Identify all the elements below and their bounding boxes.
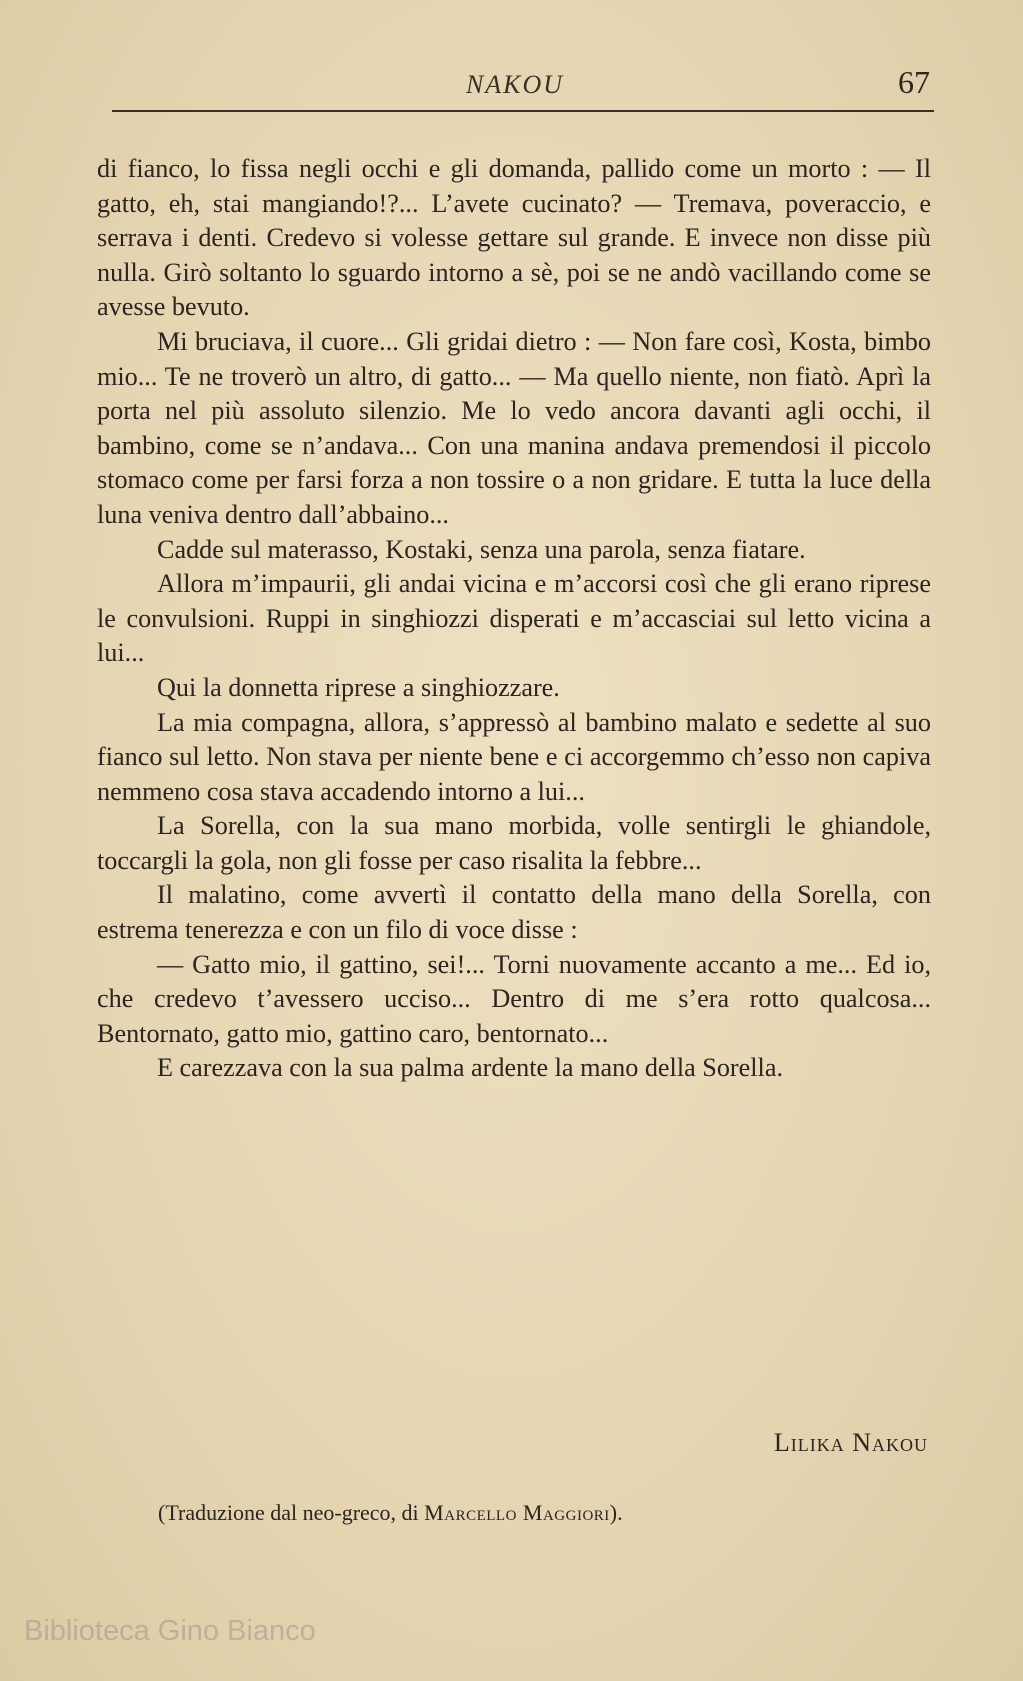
paragraph: La Sorella, con la sua mano morbida, volle sentirgli le ghiandole, toccargli la gola, non gli fosse per caso risalita la febbre... xyxy=(97,811,931,875)
paragraph: — Gatto mio, il gattino, sei!... Torni nuovamente accanto a me... Ed io, che credevo t’avessero ucciso... Dentro di me s’era rotto qualcosa... Bentornato, gatto mio, gattino caro, bentornato... xyxy=(97,949,931,1048)
running-title: NAKOU xyxy=(465,70,565,99)
author-signature: Lilika Nakou xyxy=(773,1428,928,1457)
paragraph: E carezzava con la sua palma ardente la mano della Sorella. xyxy=(157,1053,783,1083)
paragraph: Mi bruciava, il cuore... Gli gridai dietro : — Non fare così, Kosta, bimbo mio... Te ne troverò un altro, di gatto... — Ma quello niente, non fiatò. Aprì la porta nel più assoluto silenzio. Me lo vedo ancora davanti agli occhi, il bambino, come se n’andava... Con una manina andava premendosi il piccolo stomaco come per farsi forza a non tossire o a non gridare. E tutta la luce della luna veniva dentro dall’abbaino... xyxy=(97,326,931,529)
translator-name: Marcello Maggiori xyxy=(424,1500,610,1525)
header-rule xyxy=(112,110,934,112)
paragraph: Allora m’impaurii, gli andai vicina e m’accorsi così che gli erano riprese le convulsioni. Ruppi in singhiozzi disperati e m’accasciai sul letto vicina a lui... xyxy=(97,569,931,668)
library-watermark: Biblioteca Gino Bianco xyxy=(24,1615,316,1647)
translation-prefix: (Traduzione dal neo-greco, di xyxy=(158,1500,425,1525)
translation-note xyxy=(158,1500,623,1526)
paragraph: Cadde sul materasso, Kostaki, senza una parola, senza fiatare. xyxy=(157,534,806,564)
translation-suffix: ). xyxy=(609,1500,623,1525)
paragraph: di fianco, lo fissa negli occhi e gli domanda, pallido come un morto : — Il gatto, eh, stai mangiando!?... L’avete cucinato? — Tremava, poveraccio, e serrava i denti. Credevo si volesse gettare sul grande. E invece non disse più nulla. Girò soltanto lo sguardo intorno a sè, poi se ne andò vacillando come se avesse bevuto. xyxy=(97,154,931,322)
page-number: 67 xyxy=(898,64,930,100)
page-header xyxy=(100,62,930,112)
paragraph: La mia compagna, allora, s’appressò al bambino malato e sedette al suo fianco sul letto. Non stava per niente bene e ci accorgemmo ch’esso non capiva nemmeno cosa stava accadendo intorno a lui... xyxy=(97,707,931,806)
paragraph: Qui la donnetta riprese a singhiozzare. xyxy=(157,672,560,702)
body-text xyxy=(97,152,931,1086)
paragraph: Il malatino, come avvertì il contatto della mano della Sorella, con estrema tenerezza e con un filo di voce disse : xyxy=(97,880,931,945)
